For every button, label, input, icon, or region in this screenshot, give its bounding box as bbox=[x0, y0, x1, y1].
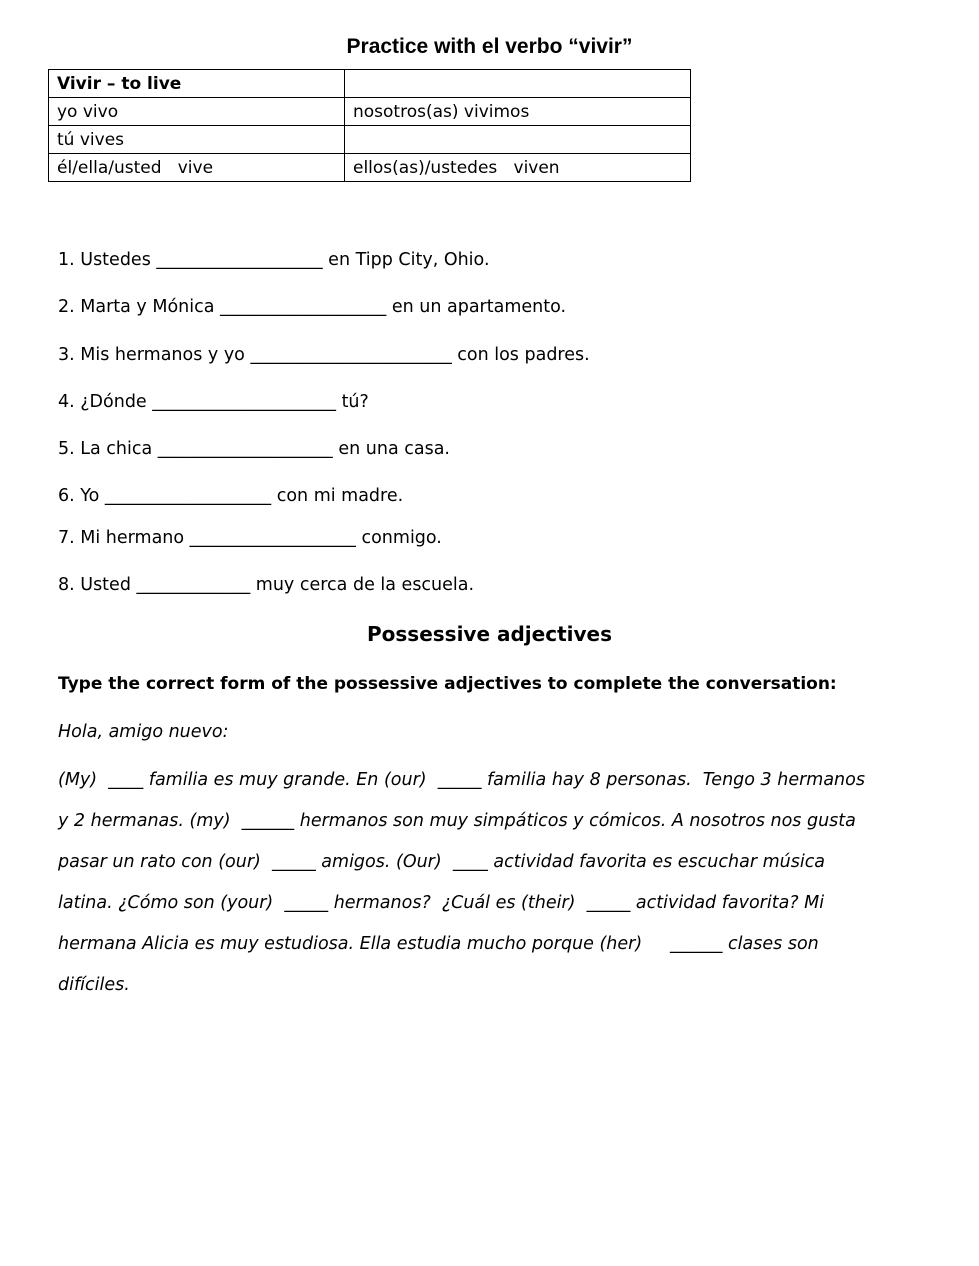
exercise-item: 2. Marta y Mónica ___________________ en un apartamento. bbox=[58, 297, 567, 317]
table-cell: nosotros(as) vivimos bbox=[345, 98, 691, 126]
instructions: Type the correct form of the possessive adjectives to complete the conversation: bbox=[58, 674, 837, 694]
table-row bbox=[49, 126, 691, 154]
paragraph-line: hermana Alicia es muy estudiosa. Ella estudia mucho porque (her) ______ clases son bbox=[58, 934, 819, 954]
table-row bbox=[49, 154, 691, 182]
exercise-item: 3. Mis hermanos y yo _______________________ con los padres. bbox=[58, 345, 590, 365]
page-title: Practice with el verbo “vivir” bbox=[346, 35, 633, 58]
section-heading: Possessive adjectives bbox=[366, 622, 612, 646]
exercise-item: 7. Mi hermano ___________________ conmigo. bbox=[58, 528, 442, 548]
exercise-item: 4. ¿Dónde _____________________ tú? bbox=[58, 392, 369, 412]
paragraph-line: y 2 hermanas. (my) ______ hermanos son muy simpáticos y cómicos. A nosotros nos gusta bbox=[58, 811, 856, 831]
exercise-item: 5. La chica ____________________ en una casa. bbox=[58, 439, 450, 459]
table-cell bbox=[345, 70, 691, 98]
table-cell: tú vives bbox=[49, 126, 345, 154]
exercise-item: 1. Ustedes ___________________ en Tipp City, Ohio. bbox=[58, 250, 490, 270]
greeting: Hola, amigo nuevo: bbox=[58, 722, 229, 742]
table-cell: yo vivo bbox=[49, 98, 345, 126]
paragraph-line: difíciles. bbox=[58, 975, 130, 995]
paragraph-line: latina. ¿Cómo son (your) _____ hermanos? ¿Cuál es (their) _____ actividad favorita? Mi bbox=[58, 893, 825, 913]
exercise-item: 8. Usted _____________ muy cerca de la escuela. bbox=[58, 575, 475, 595]
table-row bbox=[49, 70, 691, 98]
conjugation-table bbox=[48, 69, 691, 182]
table-cell bbox=[345, 126, 691, 154]
paragraph-line: (My) ____ familia es muy grande. En (our) _____ familia hay 8 personas. Tengo 3 hermanos bbox=[58, 770, 865, 790]
table-row bbox=[49, 98, 691, 126]
exercise-item: 6. Yo ___________________ con mi madre. bbox=[58, 486, 404, 506]
table-cell: ellos(as)/ustedes viven bbox=[345, 154, 691, 182]
paragraph-line: pasar un rato con (our) _____ amigos. (Our) ____ actividad favorita es escuchar música bbox=[58, 852, 826, 872]
table-cell: Vivir – to live bbox=[49, 70, 345, 98]
table-cell: él/ella/usted vive bbox=[49, 154, 345, 182]
